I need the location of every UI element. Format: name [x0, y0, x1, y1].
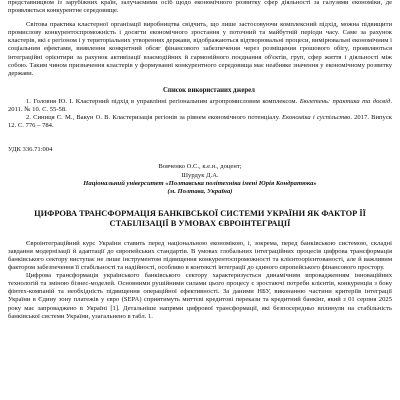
previous-section-fragment: представницвом із зарубіжних країн, залучаємими осіб щодо економічного розвитку сфер діяльності за галузями економіки, де проявляється конкурентне середовище.	[8, 0, 392, 15]
references-heading: Список використаних джерел	[163, 86, 255, 94]
reference-item: 2. Синиця С. М., Вакун О. В. Кластеризація регіонів за рівнем економічного потенціалу. Економіка і суспільство. 2017. Випуск 12. С. 776 – 784.	[8, 114, 392, 130]
conclusion-paragraph: Світова практика кластерної організації виробництва свідчить, що лише застосовуючи комплексний підхід, можна підвищити промислову конкурентоспроможність і досягти економічного зростання у поточний та майбутній періоди часу. Саме за рахунок кластерів, які є регіоном і у територіальних утвореннях держави, відображаються відтворювальні процеси, вимірювальні економічним і соціальним ефектами, виявлення конкретний обсяг фінансового забезпечення через розміщення грошового обігу, проявляються інтеграційні орієнтири за рахунок активізації взаємодійних й гармонійного поєднання об'єктів, груп, сфер життя і діяльності між собою. Таким чином призначення кластерів у формуванні конкурентного середовища має неабияке значення у економічному розвитку держави.	[8, 21, 392, 77]
reference-item: 1. Головня Ю. І. Кластерний підхід в управлінні регіональним агропромисловим комплексом. Бюлетень: практика та досвід. 2011. № 10. С. 55-58.	[8, 97, 392, 114]
body-paragraph: Цифрова трансформація українського банківського сектору характеризується динамічним впровадженням інноваційних технологій та зміною бізнес-моделей. Основними рушійними силами цього процесу є зростаючі потреби клієнтів, конкуренція з боку фінтех-компаній та необхідність підвищення операційної ефективності. За даними НБУ, виконанню частини критеріїв інтеграції України в Єдину зону платежів у євро (SEPA) сприятимуть миттєві кредитові перекази та кредитний банкінг, який з 01 серпня 2025 року має запроваджено в Україні [1]. Детальніше напрями цифрової трансформації, які безпосередньо вплинули на стабільність банківської системи України, узагальнено в табл. 1.	[8, 272, 392, 320]
document-page	[8, 0, 392, 321]
article-title: ЦИФРОВА ТРАНСФОРМАЦІЯ БАНКІВСЬКОЇ СИСТЕМИ УКРАЇНИ ЯК ФАКТОР ЇЇ СТАБІЛІЗАЦІЇ В УМОВАХ ЄВРОІНТЕГРАЦІЇ	[34, 208, 366, 228]
authors-block	[8, 163, 392, 195]
reference-source: Економіка і суспільство	[282, 114, 351, 122]
author-line: Вовченко О.С., к.е.н., доцент;	[158, 163, 242, 171]
body-paragraph: Євроінтеграційний курс України ставить перед національною економікою, і, зокрема, перед банківською системою, складні завдання модернізації й адаптації до європейських стандартів. В умовах глобальних інтеграційних процесів цифрова трансформація банківського сектору виступає не лише інструментом підвищення конкурентоспроможності та клієнтоорієнтованості, але й важливим фактором забезпечення її стабільності та надійності, особливо в контексті інтеграції до єдиного європейського фінансового простору.	[8, 239, 392, 272]
author-line: Шурдук Д.А.	[181, 171, 219, 179]
affiliation-city: (м. Полтава, Україна)	[167, 187, 233, 195]
affiliation: Національний університет «Полтавська політехніка імені Юрія Кондратюка»	[83, 179, 317, 187]
udc-code: УДК 336.71:004	[8, 146, 53, 154]
reference-source: Бюлетень: практика та досвід	[299, 97, 391, 105]
references-section	[8, 87, 392, 130]
